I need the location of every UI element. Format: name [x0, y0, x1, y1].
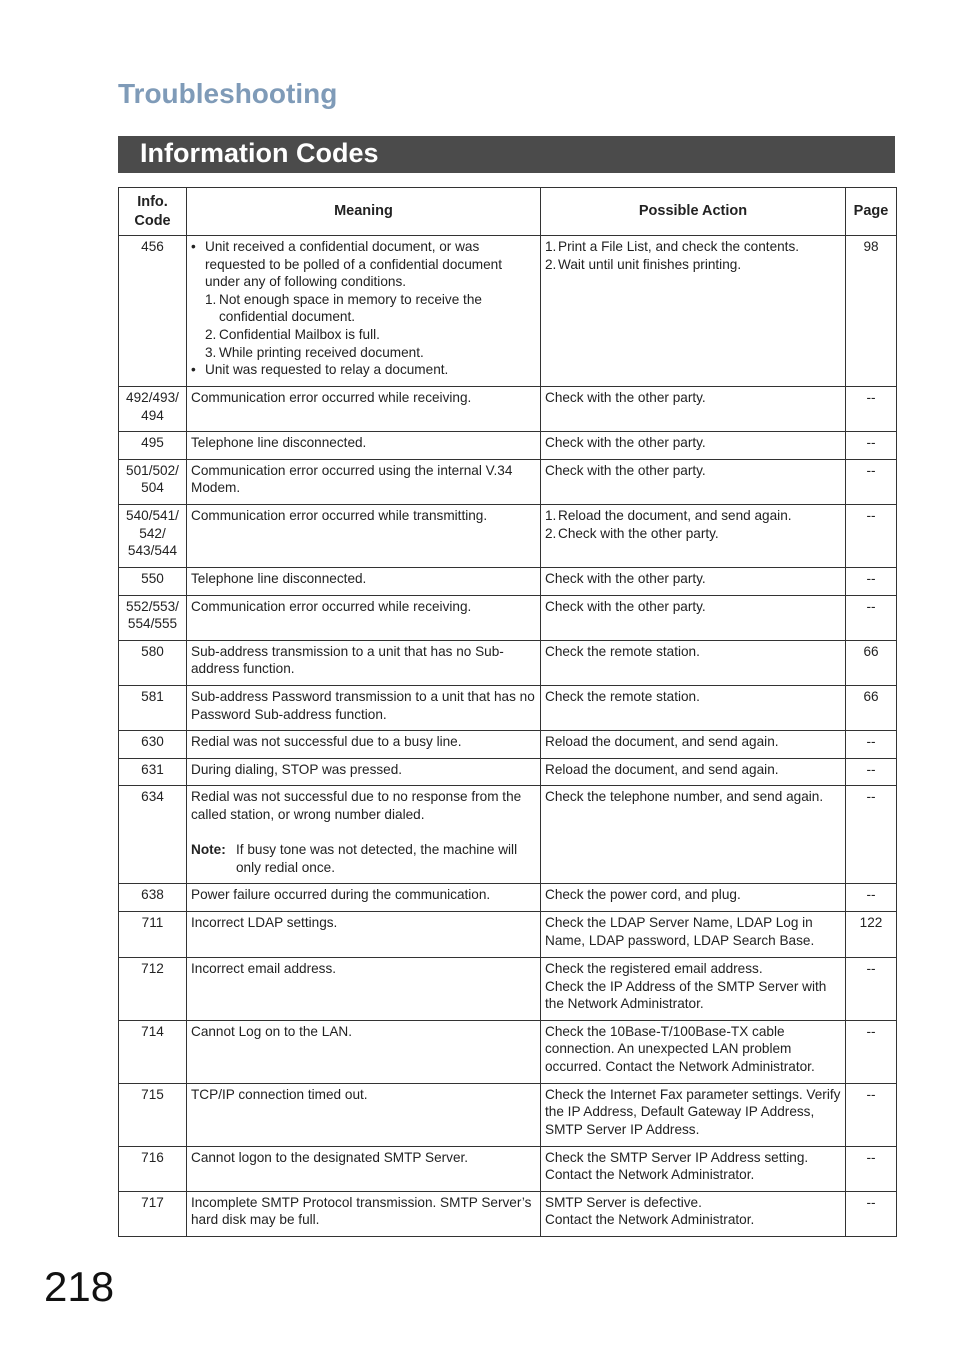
meaning-bullet-text: Unit was requested to relay a document.: [205, 362, 449, 378]
header-action: Possible Action: [541, 188, 846, 236]
meaning-text: Redial was not successful due to no response from the called station, or wrong number dialed.: [191, 789, 522, 822]
page-ref: --: [846, 432, 897, 460]
meaning: Communication error occurred while receiving.: [187, 387, 541, 432]
action-line: Check the registered email address.: [545, 960, 763, 976]
meaning-bullet: [191, 361, 536, 379]
possible-action: [541, 1146, 846, 1191]
header-meaning: Meaning: [187, 188, 541, 236]
meaning: [187, 236, 541, 387]
action-text: Reload the document, and send again.: [558, 507, 792, 523]
meaning: Cannot logon to the designated SMTP Server.: [187, 1146, 541, 1191]
page-ref: --: [846, 1083, 897, 1146]
table-row: [119, 387, 897, 432]
info-code: 712: [119, 957, 187, 1020]
info-code: 580: [119, 640, 187, 685]
action-line: Check the IP Address of the SMTP Server with the Network Administrator.: [545, 978, 827, 1012]
possible-action: Check the LDAP Server Name, LDAP Log in Name, LDAP password, LDAP Search Base.: [541, 911, 846, 957]
info-code: 715: [119, 1083, 187, 1146]
meaning: Sub-address transmission to a unit that has no Sub-address function.: [187, 640, 541, 685]
action-line: Contact the Network Administrator.: [545, 1167, 755, 1183]
info-code: 631: [119, 758, 187, 786]
info-code: 714: [119, 1020, 187, 1083]
action-text: Wait until unit finishes printing.: [558, 256, 742, 272]
meaning: Telephone line disconnected.: [187, 432, 541, 460]
possible-action: Check with the other party.: [541, 387, 846, 432]
page-ref: --: [846, 504, 897, 567]
meaning-sub-item: 3. While printing received document.: [205, 344, 424, 360]
bullet-icon: •: [191, 239, 196, 254]
meaning: Incomplete SMTP Protocol transmission. SMTP Server’s hard disk may be full.: [187, 1191, 541, 1236]
meaning: Incorrect LDAP settings.: [187, 911, 541, 957]
page-ref: 122: [846, 911, 897, 957]
info-code: 717: [119, 1191, 187, 1236]
meaning-sub-text: While printing received document.: [219, 344, 424, 360]
info-code: 711: [119, 911, 187, 957]
info-code: 634: [119, 786, 187, 884]
note-text: If busy tone was not detected, the machine will only redial once.: [236, 842, 518, 875]
meaning: TCP/IP connection timed out.: [187, 1083, 541, 1146]
section-title: Troubleshooting: [118, 78, 338, 109]
page-ref: --: [846, 786, 897, 884]
meaning-sub-item: 2. Confidential Mailbox is full.: [205, 326, 380, 342]
table-row: [119, 1083, 897, 1146]
banner-title: Information Codes: [118, 136, 895, 173]
table-row: [119, 1146, 897, 1191]
meaning: Power failure occurred during the communication.: [187, 884, 541, 912]
possible-action: Check the remote station.: [541, 685, 846, 730]
page-ref: --: [846, 459, 897, 504]
page-ref: 66: [846, 640, 897, 685]
info-code: 492/493/ 494: [119, 387, 187, 432]
possible-action: Check with the other party.: [541, 595, 846, 640]
page-ref: 98: [846, 236, 897, 387]
page-ref: --: [846, 567, 897, 595]
page-ref: --: [846, 758, 897, 786]
table-row: [119, 640, 897, 685]
meaning: During dialing, STOP was pressed.: [187, 758, 541, 786]
table-row: [119, 911, 897, 957]
meaning: Incorrect email address.: [187, 957, 541, 1020]
action-text: Print a File List, and check the contents.: [558, 239, 800, 254]
table-row: [119, 957, 897, 1020]
action-line: Check the SMTP Server IP Address setting.: [545, 1149, 809, 1165]
action-line: Contact the Network Administrator.: [545, 1212, 755, 1228]
action-text: Check with the other party.: [558, 525, 719, 541]
meaning: Telephone line disconnected.: [187, 567, 541, 595]
table-row: [119, 504, 897, 567]
header-code-line: Info.: [137, 193, 168, 210]
info-code: 716: [119, 1146, 187, 1191]
page-ref: --: [846, 1020, 897, 1083]
meaning-bullet-text: Unit received a confidential document, or was requested to be polled of a confidential document under any of following conditions.: [205, 239, 503, 290]
page-ref: 66: [846, 685, 897, 730]
possible-action: Check with the other party.: [541, 567, 846, 595]
possible-action: Check with the other party.: [541, 459, 846, 504]
possible-action: Check the Internet Fax parameter settings. Verify the IP Address, Default Gateway IP Address, SMTP Server IP Address.: [541, 1083, 846, 1146]
table-row: [119, 459, 897, 504]
table-row: [119, 595, 897, 640]
action-item: 2. Check with the other party.: [545, 525, 719, 541]
action-item: 1. Print a File List, and check the contents.: [545, 239, 800, 254]
page-ref: --: [846, 1191, 897, 1236]
information-codes-table: [118, 187, 897, 1237]
meaning-bullet: [191, 238, 536, 291]
possible-action: [541, 957, 846, 1020]
possible-action: Check the telephone number, and send again.: [541, 786, 846, 884]
possible-action: [541, 504, 846, 567]
action-item: 1. Reload the document, and send again.: [545, 507, 792, 523]
info-code: 630: [119, 731, 187, 759]
note: Note: If busy tone was not detected, the machine will only redial once.: [191, 841, 536, 876]
meaning: Communication error occurred while transmitting.: [187, 504, 541, 567]
table-row: [119, 884, 897, 912]
table-row: [119, 567, 897, 595]
page-number: 218: [44, 1263, 115, 1310]
page-ref: --: [846, 884, 897, 912]
table-row: [119, 1020, 897, 1083]
table-row: [119, 758, 897, 786]
meaning: Communication error occurred while receiving.: [187, 595, 541, 640]
page-ref: --: [846, 957, 897, 1020]
info-code: 540/541/ 542/ 543/544: [119, 504, 187, 567]
meaning: Sub-address Password transmission to a unit that has no Password Sub-address function.: [187, 685, 541, 730]
table-row: [119, 786, 897, 884]
info-code: 550: [119, 567, 187, 595]
possible-action: Check the 10Base-T/100Base-TX cable connection. An unexpected LAN problem occurred. Contact the Network Administrator.: [541, 1020, 846, 1083]
info-code: 638: [119, 884, 187, 912]
possible-action: [541, 236, 846, 387]
table-row: [119, 1191, 897, 1236]
info-code: 501/502/ 504: [119, 459, 187, 504]
table-row: [119, 236, 897, 387]
possible-action: Check the remote station.: [541, 640, 846, 685]
meaning-sub-text: Confidential Mailbox is full.: [219, 326, 380, 342]
action-item: 2. Wait until unit finishes printing.: [545, 256, 742, 272]
meaning: Cannot Log on to the LAN.: [187, 1020, 541, 1083]
meaning-sub-text: Not enough space in memory to receive the confidential document.: [219, 291, 482, 325]
info-code: 456: [119, 236, 187, 387]
possible-action: Reload the document, and send again.: [541, 731, 846, 759]
action-line: SMTP Server is defective.: [545, 1194, 702, 1210]
table-row: [119, 432, 897, 460]
page-ref: --: [846, 1146, 897, 1191]
table-row: [119, 731, 897, 759]
meaning: Redial was not successful due to a busy line.: [187, 731, 541, 759]
info-code: 552/553/ 554/555: [119, 595, 187, 640]
page-ref: --: [846, 731, 897, 759]
table-row: [119, 685, 897, 730]
meaning-sub-item: 1. Not enough space in memory to receive the confidential document.: [191, 291, 536, 326]
header-code: [119, 188, 187, 236]
meaning: Communication error occurred using the internal V.34 Modem.: [187, 459, 541, 504]
possible-action: Reload the document, and send again.: [541, 758, 846, 786]
table-header-row: [119, 188, 897, 236]
header-code-line: Code: [134, 212, 171, 229]
possible-action: Check with the other party.: [541, 432, 846, 460]
possible-action: Check the power cord, and plug.: [541, 884, 846, 912]
info-code: 581: [119, 685, 187, 730]
info-code: 495: [119, 432, 187, 460]
page-ref: --: [846, 595, 897, 640]
page-ref: --: [846, 387, 897, 432]
possible-action: [541, 1191, 846, 1236]
header-page: Page: [846, 188, 897, 236]
note-label: Note: [191, 842, 222, 858]
bullet-icon: •: [191, 362, 196, 378]
meaning: [187, 786, 541, 884]
